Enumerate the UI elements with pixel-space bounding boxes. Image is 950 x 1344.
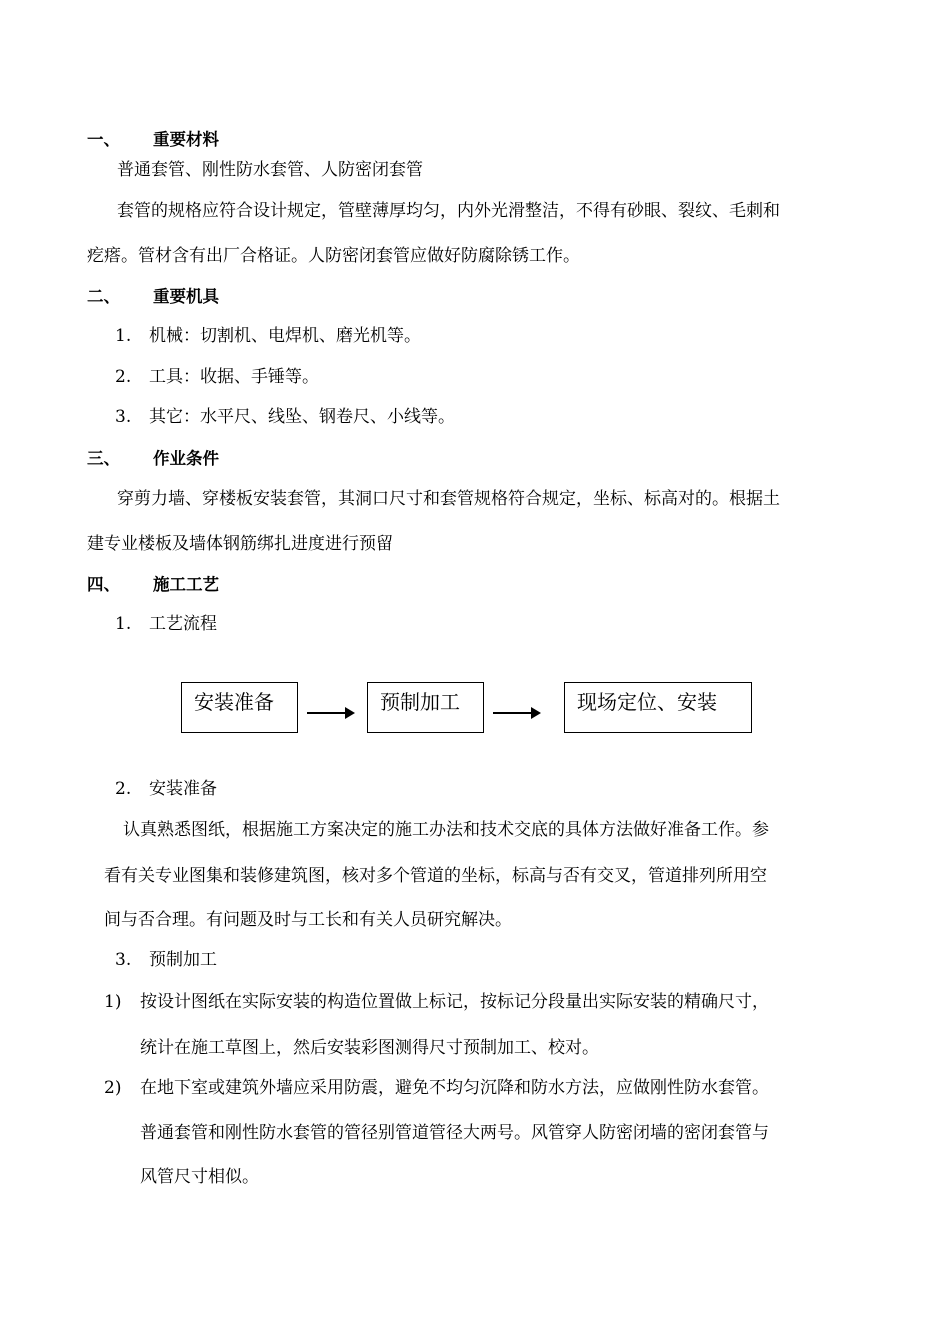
flow-box-install-prep: 安装准备: [181, 682, 298, 733]
prefab-item-2-line: 风管尺寸相似。: [140, 1167, 259, 1187]
materials-list: 普通套管、刚性防水套管、人防密闭套管: [117, 160, 423, 180]
list-number: 2.: [115, 367, 132, 387]
section-title: 施工工艺: [153, 575, 219, 594]
list-number: 1.: [115, 614, 132, 634]
section-title: 作业条件: [153, 449, 219, 468]
list-text: 预制加工: [149, 950, 217, 970]
list-number: 3.: [115, 950, 132, 970]
list-number: 2): [104, 1078, 122, 1098]
list-text: 安装准备: [149, 779, 217, 799]
list-text: 机械：切割机、电焊机、磨光机等。: [149, 326, 421, 346]
step2-paragraph-line: 间与否合理。有问题及时与工长和有关人员研究解决。: [104, 910, 512, 930]
list-number: 2.: [115, 779, 132, 799]
list-text: 其它：水平尺、线坠、钢卷尺、小线等。: [149, 407, 455, 427]
conditions-paragraph-line: 建专业楼板及墙体钢筋绑扎进度进行预留: [87, 534, 393, 554]
list-text: 工具：收据、手锤等。: [149, 367, 319, 387]
flow-arrow-1: [307, 712, 353, 714]
list-text: 工艺流程: [149, 614, 217, 634]
flow-box-site-install: 现场定位、安装: [564, 682, 752, 733]
section-title: 重要机具: [153, 287, 219, 306]
section-number: 一、: [87, 130, 120, 149]
step2-paragraph-line: 认真熟悉图纸，根据施工方案决定的施工办法和技术交底的具体方法做好准备工作。参: [123, 820, 769, 840]
step2-paragraph-line: 看有关专业图集和装修建筑图，核对多个管道的坐标，标高与否有交叉，管道排列所用空: [104, 866, 767, 886]
conditions-paragraph-line: 穿剪力墙、穿楼板安装套管，其洞口尺寸和套管规格符合规定，坐标、标高对的。根据土: [117, 489, 780, 509]
section-number: 二、: [87, 287, 120, 306]
prefab-item-2-line: 普通套管和刚性防水套管的管径别管道管径大两号。风管穿人防密闭墙的密闭套管与: [140, 1123, 769, 1143]
section-title: 重要材料: [153, 130, 219, 149]
section-number: 四、: [87, 575, 120, 594]
prefab-item-1-line: 统计在施工草图上，然后安装彩图测得尺寸预制加工、校对。: [140, 1038, 599, 1058]
materials-paragraph-line: 套管的规格应符合设计规定，管壁薄厚均匀，内外光滑整洁，不得有砂眼、裂纹、毛刺和: [117, 201, 780, 221]
list-number: 3.: [115, 407, 132, 427]
list-number: 1): [104, 992, 122, 1012]
materials-paragraph-line: 疙瘩。管材含有出厂合格证。人防密闭套管应做好防腐除锈工作。: [87, 246, 580, 266]
list-text: 按设计图纸在实际安装的构造位置做上标记，按标记分段量出实际安装的精确尺寸，: [140, 992, 769, 1012]
flow-arrow-2: [493, 712, 539, 714]
list-text: 在地下室或建筑外墙应采用防震，避免不均匀沉降和防水方法，应做刚性防水套管。: [140, 1078, 769, 1098]
list-number: 1.: [115, 326, 132, 346]
flow-box-prefab: 预制加工: [367, 682, 484, 733]
section-number: 三、: [87, 449, 120, 468]
